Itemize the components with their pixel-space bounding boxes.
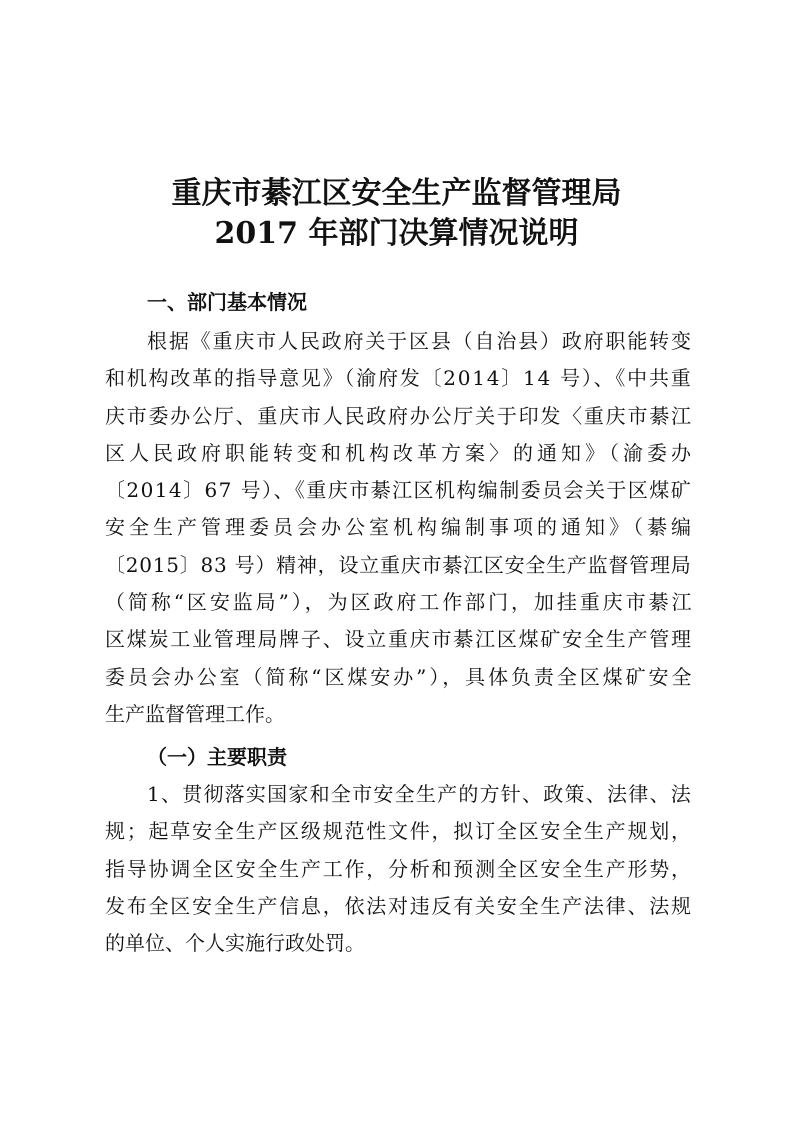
paragraph-line: 指导协调全区安全生产工作，分析和预测全区安全生产形势，: [105, 856, 693, 881]
paragraph-line: （简称“区安监局”），为区政府工作部门，加挂重庆市綦江: [105, 590, 695, 615]
paragraph-line: 区煤炭工业管理局牌子、设立重庆市綦江区煤矿安全生产管理: [105, 627, 693, 652]
paragraph-line: 规；起草安全生产区级规范性文件，拟订全区安全生产规划，: [105, 819, 693, 844]
paragraph-line: 生产监督管理工作。: [105, 701, 285, 726]
document-title-line-1: 重庆市綦江区安全生产监督管理局: [171, 176, 622, 211]
paragraph-establishment: [105, 323, 695, 733]
paragraph-duty-1: [105, 776, 691, 962]
document-title-line-2: 2017 年部门决算情况说明: [214, 216, 579, 251]
paragraph-line: 区人民政府职能转变和机构改革方案〉的通知》（渝委办: [105, 440, 695, 465]
paragraph-line: 〔2014〕67 号）、《重庆市綦江区机构编制委员会关于区煤矿: [105, 478, 693, 503]
paragraph-line: 委员会办公室（简称“区煤安办”），具体负责全区煤矿安全: [105, 664, 695, 689]
paragraph-line: 的单位、个人实施行政处罚。: [105, 931, 365, 956]
section-heading-basic-info: 一、部门基本情况: [147, 290, 307, 314]
paragraph-line: 发布全区安全生产信息，依法对违反有关安全生产法律、法规: [105, 893, 693, 918]
paragraph-line: 和机构改革的指导意见》（渝府发〔2014〕14 号）、《中共重: [105, 366, 693, 391]
paragraph-line: 安全生产管理委员会办公室机构编制事项的通知》（綦编: [105, 515, 695, 540]
subsection-heading-main-duties: （一）主要职责: [147, 745, 287, 769]
paragraph-line: 庆市委办公厅、重庆市人民政府办公厅关于印发〈重庆市綦江: [105, 403, 693, 428]
paragraph-line: 1、贯彻落实国家和全市安全生产的方针、政策、法律、法: [147, 782, 692, 806]
paragraph-line: 根据《重庆市人民政府关于区县（自治县）政府职能转变: [147, 329, 693, 353]
paragraph-line: 〔2015〕83 号）精神，设立重庆市綦江区安全生产监督管理局: [105, 552, 692, 577]
